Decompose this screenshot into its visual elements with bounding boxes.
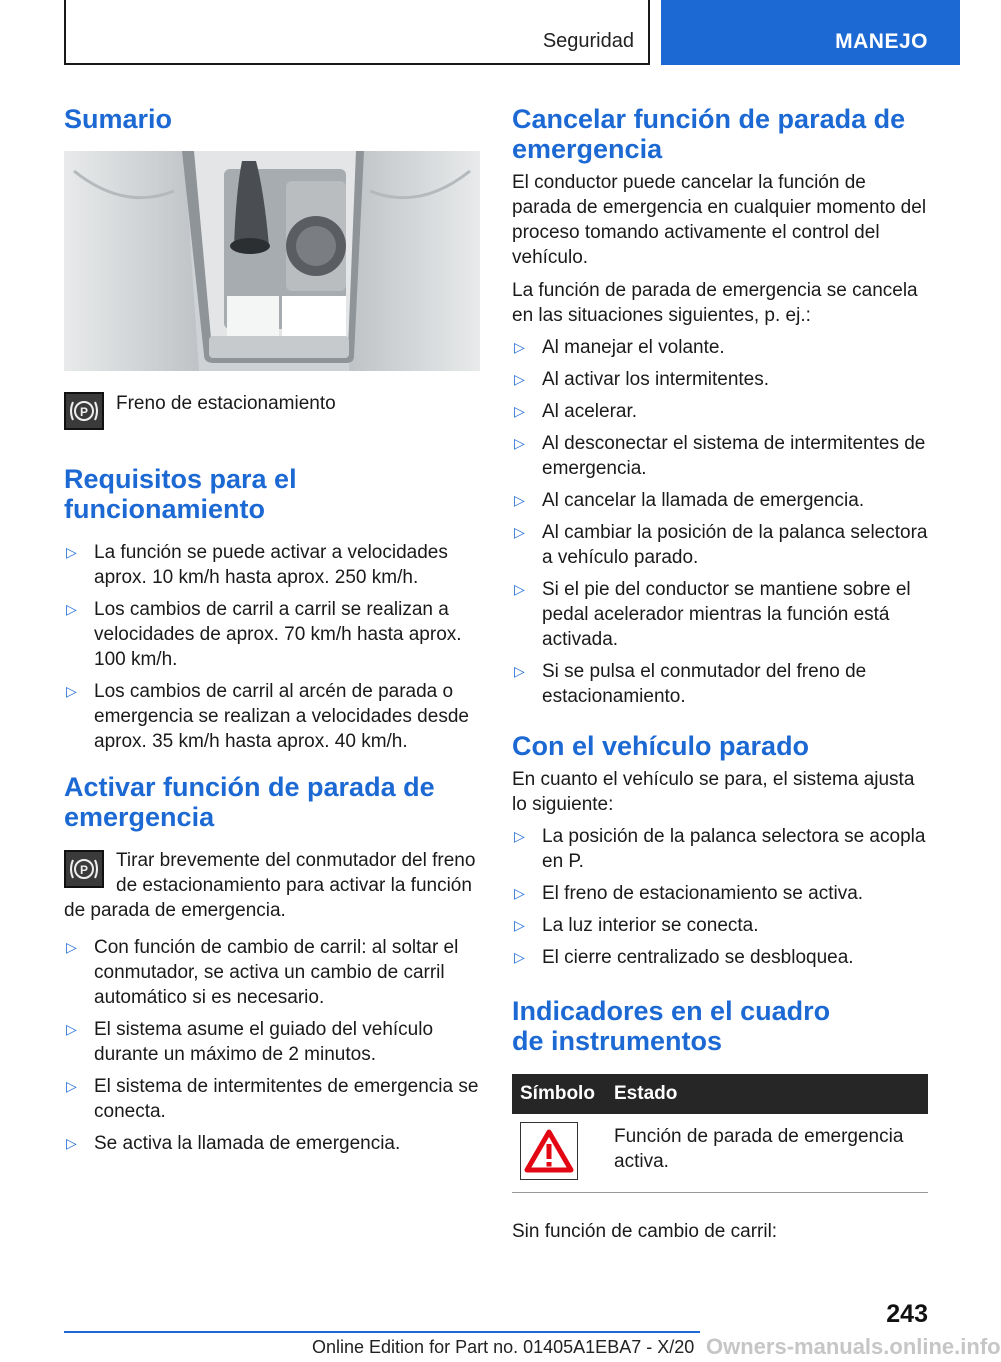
triangle-right-icon: ▷ bbox=[514, 435, 525, 451]
list-item: ▷ El cierre centralizado se desbloquea. bbox=[514, 947, 854, 968]
svg-text:P: P bbox=[79, 405, 89, 419]
list-item: ▷ Si se pulsa el conmutador del freno de estacionamiento. bbox=[514, 661, 867, 707]
cancel-heading: Cancelar función de parada de emergencia bbox=[512, 104, 906, 164]
list-item: ▷ Al cambiar la posición de la palanca selectora a vehículo parado. bbox=[514, 522, 928, 568]
parked-paragraph: En cuanto el vehículo se para, el sistema ajusta lo siguiente: bbox=[512, 769, 915, 815]
parked-list bbox=[512, 824, 928, 970]
triangle-right-icon: ▷ bbox=[514, 663, 525, 679]
requirements-list bbox=[64, 540, 480, 754]
center-console-illustration bbox=[64, 151, 480, 371]
table-header-symbol: Símbolo bbox=[512, 1074, 606, 1114]
triangle-right-icon: ▷ bbox=[514, 581, 525, 597]
table-row bbox=[512, 1114, 928, 1193]
table-header-state: Estado bbox=[606, 1074, 928, 1114]
list-item: ▷ Al cancelar la llamada de emergencia. bbox=[514, 490, 865, 511]
list-item: ▷ Al acelerar. bbox=[514, 401, 638, 422]
triangle-right-icon: ▷ bbox=[514, 828, 525, 844]
triangle-right-icon: ▷ bbox=[514, 524, 525, 540]
page-number: 243 bbox=[886, 1300, 928, 1328]
footer-watermark: Owners-manuals.online.info bbox=[700, 1331, 960, 1362]
list-item: ▷ El sistema de intermitentes de emergencia se conecta. bbox=[66, 1076, 479, 1122]
cancel-paragraph-2: La función de parada de emergencia se cancela en las situaciones siguientes, p. ej.: bbox=[512, 280, 918, 326]
no-lane-change-text: Sin función de cambio de carril: bbox=[512, 1221, 778, 1242]
triangle-right-icon: ▷ bbox=[514, 492, 525, 508]
parking-brake-caption-row bbox=[64, 392, 480, 430]
list-item: ▷ Los cambios de carril al arcén de parada o emergencia se realizan a velocidades desde aprox. 35 km/h hasta aprox. 40 km/h. bbox=[66, 681, 469, 752]
parking-brake-icon bbox=[64, 850, 104, 888]
triangle-right-icon: ▷ bbox=[66, 1135, 77, 1151]
list-item: ▷ Se activa la llamada de emergencia. bbox=[66, 1133, 401, 1154]
requirements-heading: Requisitos para el funcionamiento bbox=[64, 464, 297, 524]
triangle-right-icon: ▷ bbox=[66, 1078, 77, 1094]
triangle-right-icon: ▷ bbox=[514, 917, 525, 933]
header-chapter-label: MANEJO bbox=[835, 30, 928, 53]
activate-text: Tirar brevemente del conmutador del freno de estacionamiento para activar la función de parada de emergencia. bbox=[64, 850, 476, 921]
parking-brake-icon bbox=[64, 392, 104, 430]
left-column bbox=[64, 100, 480, 1163]
triangle-right-icon: ▷ bbox=[514, 885, 525, 901]
activate-list bbox=[64, 935, 480, 1156]
list-item: ▷ Si el pie del conductor se mantiene sobre el pedal acelerador mientras la función está activada. bbox=[514, 579, 911, 650]
header-section-tab bbox=[64, 0, 650, 65]
triangle-right-icon: ▷ bbox=[66, 544, 77, 560]
list-item: ▷ Al desconectar el sistema de intermitentes de emergencia. bbox=[514, 433, 926, 479]
sumario-heading: Sumario bbox=[64, 104, 173, 134]
indicators-table bbox=[512, 1074, 928, 1193]
triangle-right-icon: ▷ bbox=[514, 949, 525, 965]
header-section-label: Seguridad bbox=[542, 30, 634, 52]
footer-edition: Online Edition for Part no. 01405A1EBA7 - X/20 bbox=[312, 1337, 695, 1357]
list-item: ▷ La función se puede activar a velocidades aprox. 10 km/h hasta aprox. 250 km/h. bbox=[66, 542, 448, 588]
activate-heading: Activar función de parada de emergencia bbox=[64, 772, 435, 832]
triangle-right-icon: ▷ bbox=[66, 939, 77, 955]
state-cell: Función de parada de emergencia activa. bbox=[606, 1114, 928, 1193]
list-item: ▷ Al activar los intermitentes. bbox=[514, 369, 770, 390]
triangle-right-icon: ▷ bbox=[66, 1021, 77, 1037]
warning-triangle-icon bbox=[520, 1122, 578, 1180]
list-item: ▷ Al manejar el volante. bbox=[514, 337, 725, 358]
list-item: ▷ Los cambios de carril a carril se realizan a velocidades de aprox. 70 km/h hasta aprox. 100 km/h. bbox=[66, 599, 462, 670]
triangle-right-icon: ▷ bbox=[514, 371, 525, 387]
symbol-cell bbox=[512, 1114, 606, 1193]
activate-intro bbox=[64, 848, 480, 923]
indicators-heading: Indicadores en el cuadro de instrumentos bbox=[512, 996, 831, 1056]
gear-selector-photo bbox=[64, 151, 480, 371]
list-item: ▷ El sistema asume el guiado del vehículo durante un máximo de 2 minutos. bbox=[66, 1019, 434, 1065]
cancel-list bbox=[512, 335, 928, 709]
cancel-paragraph-1: El conductor puede cancelar la función de parada de emergencia en cualquier momento del proceso tomando activamente el control del vehículo. bbox=[512, 172, 927, 268]
list-item: ▷ Con función de cambio de carril: al soltar el conmutador, se activa un cambio de carril automático si es necesario. bbox=[66, 937, 459, 1008]
triangle-right-icon: ▷ bbox=[514, 403, 525, 419]
list-item: ▷ El freno de estacionamiento se activa. bbox=[514, 883, 864, 904]
triangle-right-icon: ▷ bbox=[66, 683, 77, 699]
triangle-right-icon: ▷ bbox=[514, 339, 525, 355]
svg-text:P: P bbox=[79, 863, 89, 877]
triangle-right-icon: ▷ bbox=[66, 601, 77, 617]
right-column bbox=[512, 100, 928, 1244]
list-item: ▷ La posición de la palanca selectora se acopla en P. bbox=[514, 826, 926, 872]
parking-brake-caption: Freno de estacionamiento bbox=[116, 393, 336, 414]
list-item: ▷ La luz interior se conecta. bbox=[514, 915, 759, 936]
parked-heading: Con el vehículo parado bbox=[512, 731, 810, 761]
header-chapter-tab bbox=[661, 0, 960, 65]
